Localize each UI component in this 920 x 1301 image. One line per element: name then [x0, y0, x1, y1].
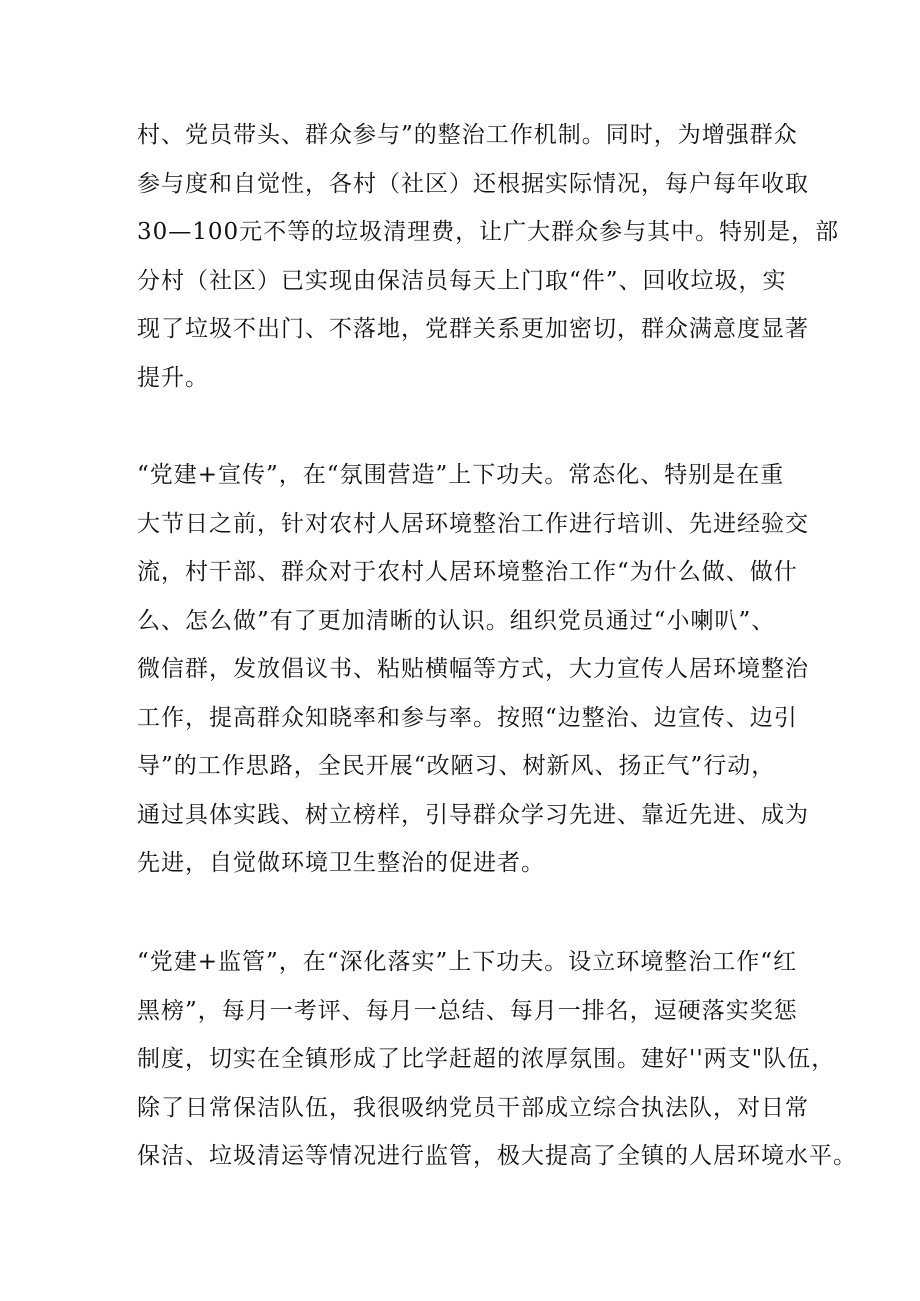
text-line: 保洁、垃圾清运等情况进行监管，极大提高了全镇的人居环境水平。 — [137, 1143, 857, 1169]
text-line: “党建+监管”，在“深化落实”上下功夫。设立环境整治工作“红 — [137, 949, 798, 975]
text-line: 微信群，发放倡议书、粘贴横幅等方式，大力宣传人居环境整治 — [137, 656, 809, 682]
text-line: 么、怎么做”有了更加清晰的认识。组织党员通过“小喇叭”、 — [137, 607, 776, 634]
paragraph-3 — [137, 938, 857, 1181]
paragraph-2 — [137, 451, 809, 888]
text-line: 分村（社区）已实现由保洁员每天上门取“件”、回收垃圾，实 — [137, 267, 787, 294]
paragraph-1 — [137, 111, 840, 402]
text-line: 除了日常保洁队伍，我很吸纳党员干部成立综合执法队，对日常 — [137, 1094, 809, 1121]
text-line: 通过具体实践、树立榜样，引导群众学习先进、靠近先进、成为 — [137, 801, 809, 828]
text-line: 村、党员带头、群众参与”的整治工作机制。同时，为增强群众 — [137, 122, 798, 148]
text-line: 提升。 — [137, 364, 209, 391]
text-line: 参与度和自觉性，各村（社区）还根据实际情况，每户每年收取 — [137, 170, 809, 197]
text-line: 导”的工作思路，全民开展“改陋习、树新风、扬正气”行动， — [137, 753, 776, 779]
text-line: 流，村干部、群众对于农村人居环境整治工作“为什么做、做什 — [137, 559, 798, 585]
text-line: 制度，切实在全镇形成了比学赶超的浓厚氛围。建好''两支"队伍， — [137, 1046, 836, 1072]
text-line: 工作，提高群众知晓率和参与率。按照“边整治、边宣传、边引 — [137, 704, 798, 731]
text-line: 现了垃圾不出门、不落地，党群关系更加密切，群众满意度显著 — [137, 316, 809, 342]
text-line: 30—100元不等的垃圾清理费，让广大群众参与其中。特别是，部 — [137, 219, 840, 245]
text-line: 黑榜”，每月一考评、每月一总结、每月一排名，逗硬落实奖惩 — [137, 997, 798, 1024]
text-line: 大节日之前，针对农村人居环境整治工作进行培训、先进经验交 — [137, 510, 809, 537]
text-line: 先进，自觉做环境卫生整治的促进者。 — [137, 850, 545, 876]
text-line: “党建+宣传”，在“氛围营造”上下功夫。常态化、特别是在重 — [137, 462, 785, 488]
